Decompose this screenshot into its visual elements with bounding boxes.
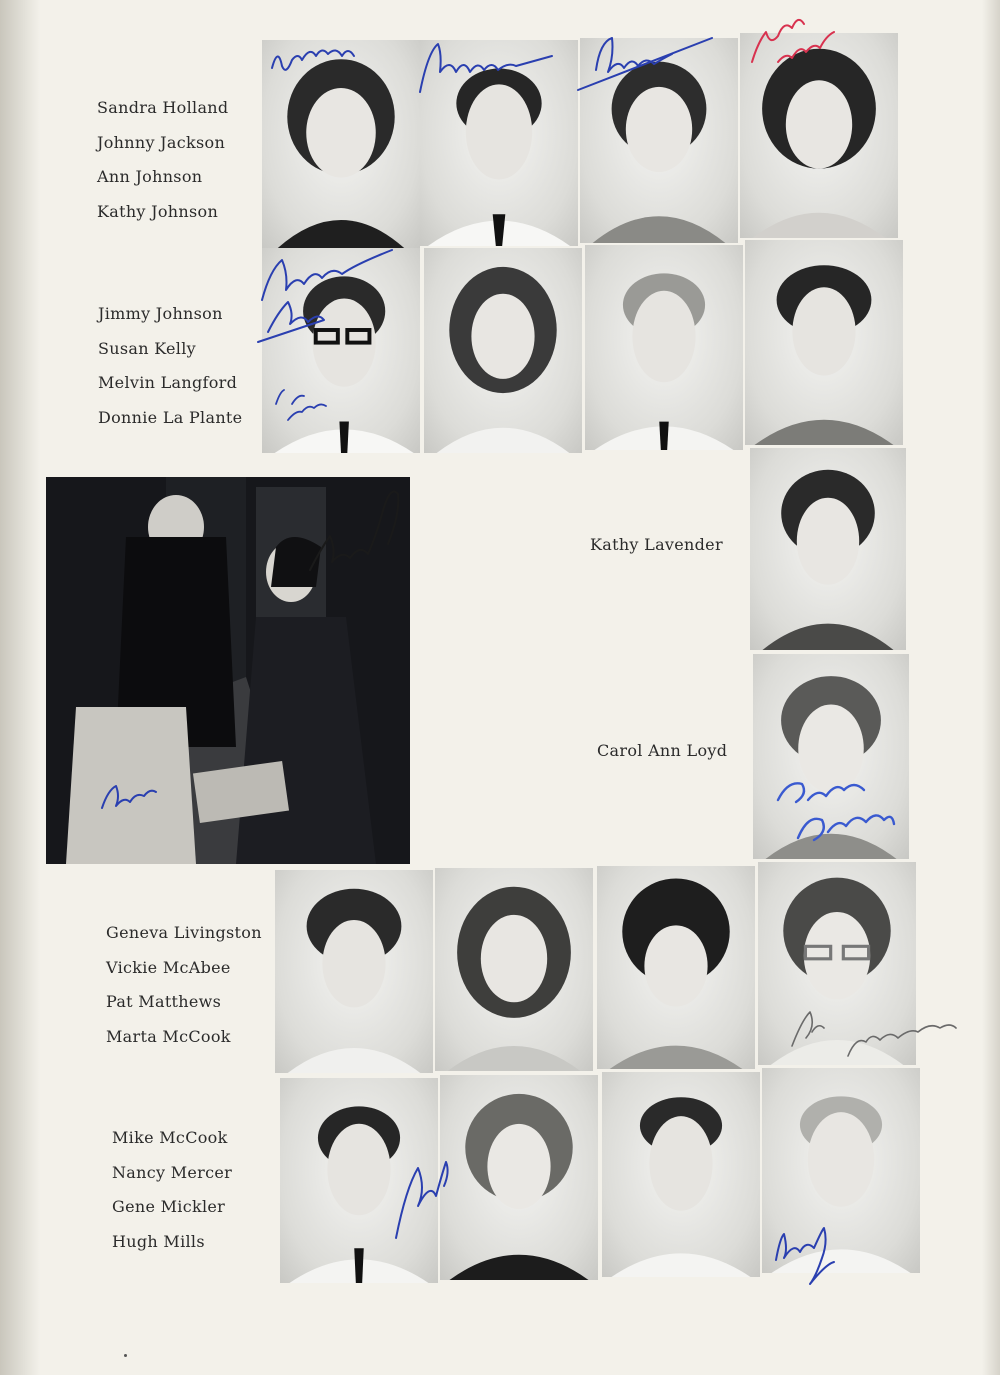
page-edge-shadow — [982, 0, 1000, 1375]
name-list-row-3 — [106, 916, 262, 1054]
student-name: Jimmy Johnson — [98, 304, 223, 323]
student-portrait — [745, 240, 903, 445]
student-portrait — [758, 862, 916, 1065]
student-name: Vickie McAbee — [106, 957, 231, 977]
student-name: Mike McCook — [112, 1128, 228, 1147]
student-portrait — [753, 654, 909, 859]
page-speck — [124, 1354, 127, 1357]
student-name: Johnny Jackson — [97, 132, 226, 152]
student-portrait — [275, 870, 433, 1073]
student-name: Sandra Holland — [97, 98, 229, 117]
student-name: Marta McCook — [106, 1026, 231, 1046]
student-portrait — [602, 1072, 760, 1277]
student-portrait — [750, 448, 906, 650]
student-portrait — [440, 1075, 598, 1280]
student-portrait — [740, 33, 898, 238]
student-name: Melvin Langford — [98, 373, 238, 392]
student-name: Ann Johnson — [97, 167, 203, 186]
candid-photo — [46, 477, 410, 864]
student-portrait — [424, 248, 582, 453]
name-list-row-1 — [97, 91, 228, 229]
student-name: Pat Matthews — [106, 992, 222, 1011]
student-name-single: Kathy Lavender — [590, 535, 723, 554]
student-portrait — [435, 868, 593, 1071]
student-name: Gene Mickler — [112, 1197, 226, 1216]
student-name: Kathy Johnson — [97, 201, 219, 221]
student-name: Geneva Livingston — [106, 923, 262, 942]
student-portrait — [580, 38, 738, 243]
student-portrait — [280, 1078, 438, 1283]
name-list-row-2 — [98, 297, 242, 435]
student-portrait — [262, 40, 420, 248]
student-portrait — [597, 866, 755, 1069]
student-portrait — [585, 245, 743, 450]
student-name: Donnie La Plante — [98, 407, 243, 427]
student-name-single: Carol Ann Loyd — [597, 741, 728, 760]
name-list-row-4 — [112, 1121, 232, 1259]
student-name: Hugh Mills — [112, 1231, 205, 1251]
book-spine-shadow — [0, 0, 40, 1375]
student-name: Nancy Mercer — [112, 1162, 233, 1182]
student-name: Susan Kelly — [98, 338, 196, 358]
student-portrait — [762, 1068, 920, 1273]
student-portrait — [420, 40, 578, 246]
student-portrait — [262, 248, 420, 453]
